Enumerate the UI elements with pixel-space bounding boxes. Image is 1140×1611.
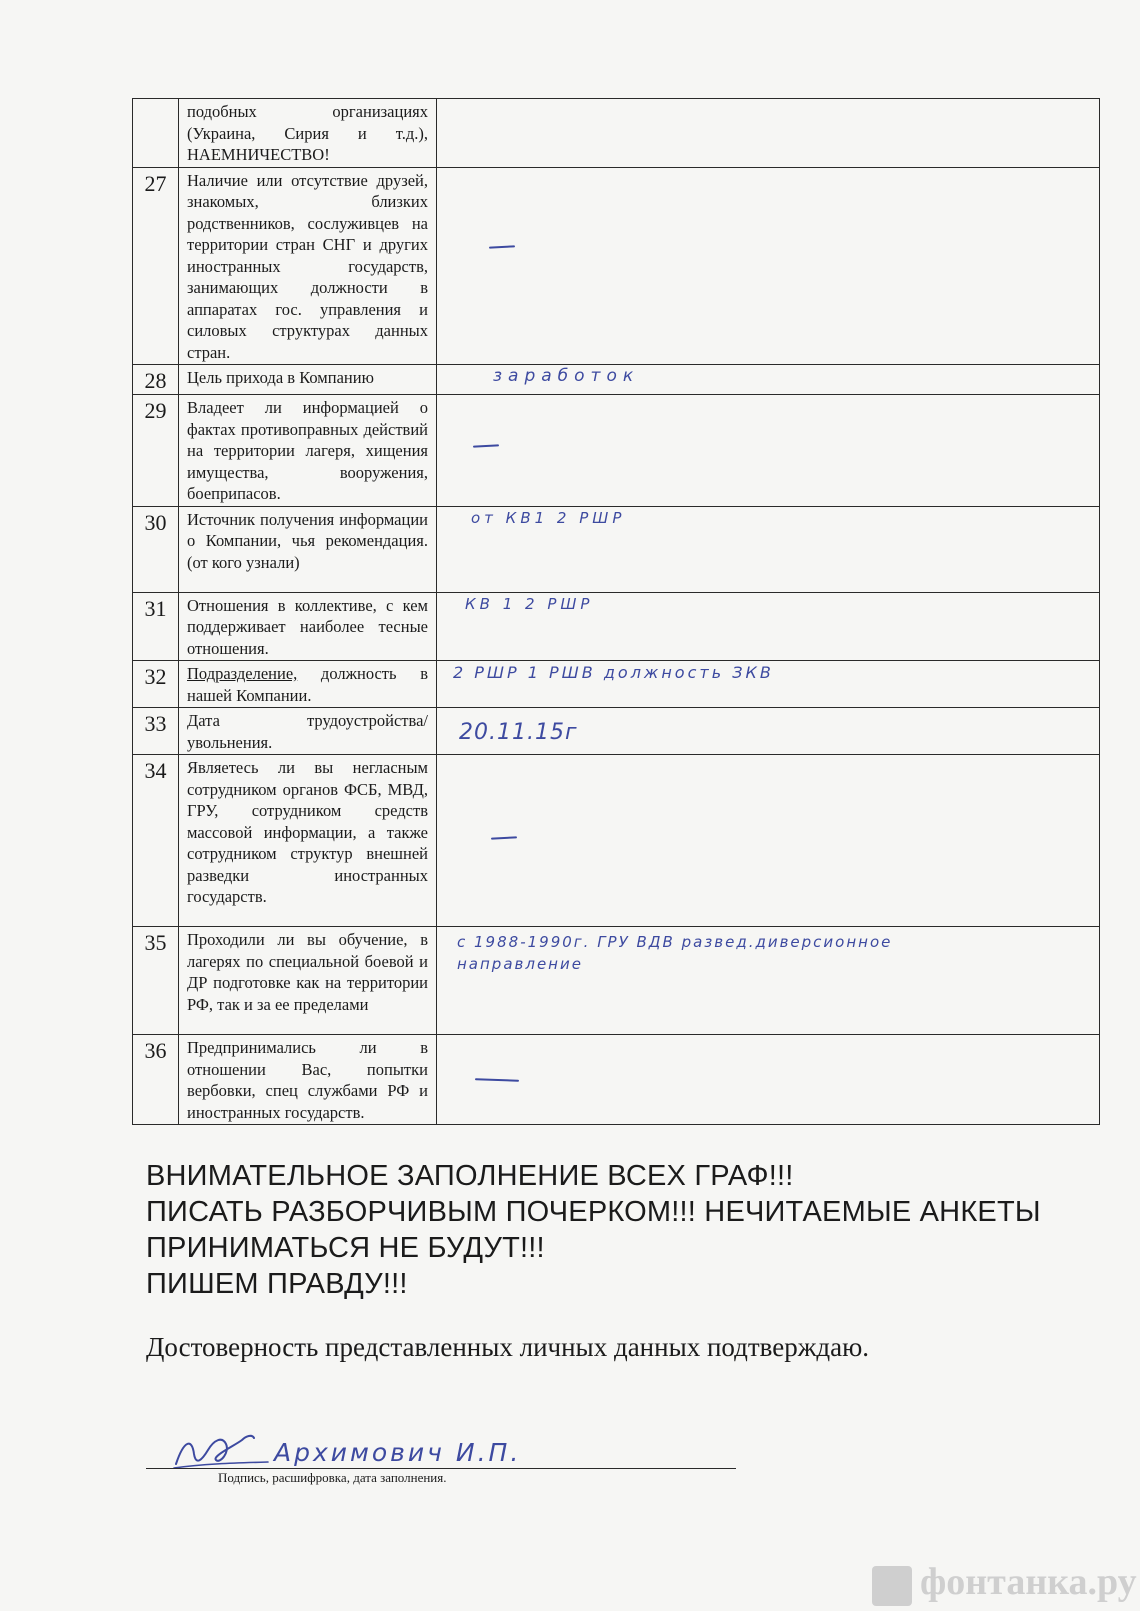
question-text: Источник получения информации о Компании, чья рекомендация. (от кого узнали) — [179, 506, 437, 592]
answer-handwriting: 2 РШР 1 РШВ должность ЗКВ — [453, 663, 774, 682]
answer-field[interactable] — [437, 167, 1100, 365]
row-number: 28 — [133, 365, 179, 395]
answer-dash — [491, 836, 517, 839]
row-number: 31 — [133, 592, 179, 661]
answer-field[interactable] — [437, 661, 1100, 708]
question-text: Отношения в коллективе, с кем поддерживает наиболее тесные отношения. — [179, 592, 437, 661]
signature-line — [146, 1468, 736, 1469]
row-number: 29 — [133, 395, 179, 507]
questionnaire-table — [132, 98, 1100, 1125]
question-rest: должность в нашей Компании. — [187, 664, 428, 705]
table-row — [133, 708, 1100, 755]
warning-line: ПИШЕМ ПРАВДУ!!! — [146, 1268, 408, 1300]
row-number: 34 — [133, 755, 179, 927]
row-number: 35 — [133, 927, 179, 1035]
signature-name: Архимович И.П. — [274, 1438, 522, 1467]
question-text: Владеет ли информацией о фактах противоправных действий на территории лагеря, хищения имущества, вооружения, боеприпасов. — [179, 395, 437, 507]
answer-dash — [475, 1078, 519, 1082]
answer-handwriting: КВ 1 2 РШР — [465, 594, 594, 613]
answer-handwriting: заработок — [493, 366, 640, 386]
question-text: Являетесь ли вы негласным сотрудником органов ФСБ, МВД, ГРУ, сотрудником средств массовой информации, а также сотрудником структур внешней разведки иностранных государств. — [179, 755, 437, 927]
answer-field[interactable] — [437, 395, 1100, 507]
row-number: 30 — [133, 506, 179, 592]
table-row — [133, 365, 1100, 395]
table-row — [133, 506, 1100, 592]
row-number: 27 — [133, 167, 179, 365]
signature-caption: Подпись, расшифровка, дата заполнения. — [218, 1470, 447, 1485]
row-number: 36 — [133, 1035, 179, 1125]
watermark-text: фонтанка.ру — [920, 1561, 1137, 1603]
answer-dash — [489, 245, 515, 248]
answer-field[interactable] — [437, 99, 1100, 168]
question-text: Дата трудоустройства/увольнения. — [179, 708, 437, 755]
answer-field[interactable] — [437, 1035, 1100, 1125]
answer-field[interactable] — [437, 506, 1100, 592]
watermark-logo-icon — [872, 1566, 912, 1606]
row-number: 32 — [133, 661, 179, 708]
question-text: Проходили ли вы обучение, в лагерях по специальной боевой и ДР подготовке как на территории РФ, так и за ее пределами — [179, 927, 437, 1035]
warning-block — [146, 1158, 1096, 1302]
question-text: Предпринимались ли в отношении Вас, попытки вербовки, спец службами РФ и иностранных государств. — [179, 1035, 437, 1125]
answer-field[interactable] — [437, 592, 1100, 661]
answer-field[interactable] — [437, 365, 1100, 395]
answer-dash — [473, 444, 499, 447]
table-row — [133, 592, 1100, 661]
warning-line: ВНИМАТЕЛЬНОЕ ЗАПОЛНЕНИЕ ВСЕХ ГРАФ!!! — [146, 1160, 794, 1192]
question-text: Наличие или отсутствие друзей, знакомых, близких родственников, сослуживцев на территории стран СНГ и других иностранных государств, занимающих должности в аппаратах гос. управления и силовых структурах данных стран. — [179, 167, 437, 365]
warning-line: ПРИНИМАТЬСЯ НЕ БУДУТ!!! — [146, 1232, 545, 1264]
answer-handwriting: с 1988-1990г. ГРУ ВДВ развед.диверсионное направление — [457, 933, 893, 973]
table-row — [133, 661, 1100, 708]
table-row — [133, 167, 1100, 365]
table-row — [133, 395, 1100, 507]
answer-field[interactable] — [437, 927, 1100, 1035]
table-row — [133, 1035, 1100, 1125]
warning-line: ПИСАТЬ РАЗБОРЧИВЫМ ПОЧЕРКОМ!!! НЕЧИТАЕМЫЕ АНКЕТЫ — [146, 1196, 1041, 1228]
answer-field[interactable] — [437, 708, 1100, 755]
question-text — [179, 661, 437, 708]
confirmation-text: Достоверность представленных личных данных подтверждаю. — [146, 1332, 870, 1362]
table-row — [133, 927, 1100, 1035]
table-row — [133, 755, 1100, 927]
signature-scribble — [172, 1430, 272, 1472]
answer-field[interactable] — [437, 755, 1100, 927]
answer-handwriting: от КВ1 2 РШР — [471, 508, 626, 527]
question-text: подобных организациях (Украина, Сирия и т.д.), НАЕМНИЧЕСТВО! — [179, 99, 437, 168]
question-underlined: Подразделение, — [187, 664, 298, 683]
row-number — [133, 99, 179, 168]
row-number: 33 — [133, 708, 179, 755]
table-row — [133, 99, 1100, 168]
answer-handwriting: 20.11.15г — [459, 720, 578, 745]
question-text: Цель прихода в Компанию — [179, 365, 437, 395]
